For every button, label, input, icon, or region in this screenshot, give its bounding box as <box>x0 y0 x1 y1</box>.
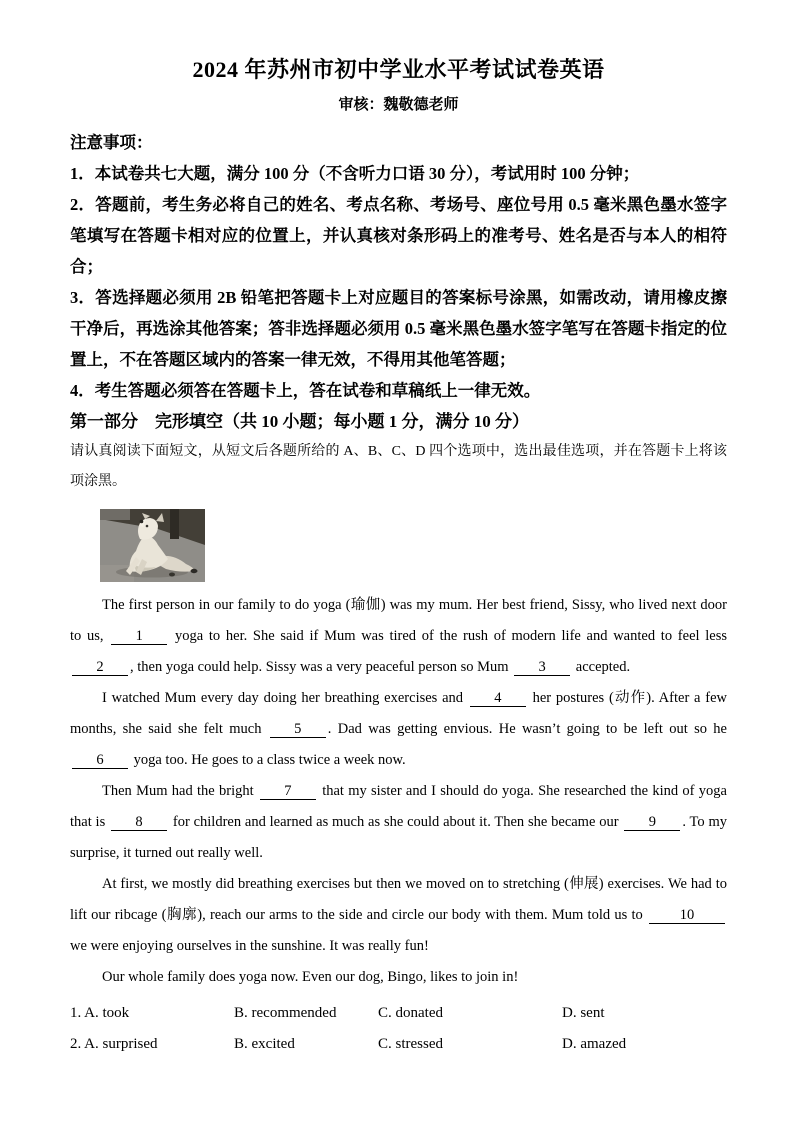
section-heading: 第一部分 完形填空（共 10 小题；每小题 1 分，满分 10 分） <box>70 412 529 431</box>
dog-eye <box>146 525 149 528</box>
notice-item: 1．本试卷共七大题，满分 100 分（不含听力口语 30 分），考试用时 100 分钟； <box>70 164 640 183</box>
option-cell: D. amazed <box>562 1036 627 1052</box>
cloze-blank-3: 3 <box>514 660 570 676</box>
option-cell: 1. A. took <box>70 1005 130 1021</box>
cloze-blank-1: 1 <box>111 629 167 645</box>
dog-yoga-photo <box>100 509 205 582</box>
passage-paragraph: Then Mum had the bright 7 that my sister and I should do yoga. She researched the kind of yoga that is 8 for children and learned as much as she could about it. Then she became our 9 . To my surprise, it turned out really well. <box>70 783 727 861</box>
notice-item: 4．考生答题必须答在答题卡上，答在试卷和草稿纸上一律无效。 <box>70 381 541 400</box>
cloze-blank-8: 8 <box>111 815 167 831</box>
cloze-blank-9: 9 <box>624 815 680 831</box>
passage-paragraph: At first, we mostly did breathing exercises but then we moved on to stretching (伸展) exercises. We had to lift our ribcage (胸廓), reach our arms to the side and circle our body with them. Mum told us to 10 we were enjoying ourselves in the sunshine. It was really fun! <box>70 876 727 954</box>
question-row <box>70 998 727 1029</box>
question-row <box>70 1029 727 1060</box>
cloze-passage <box>70 590 727 993</box>
cloze-blank-7: 7 <box>260 784 316 800</box>
dog-hind-paw <box>191 569 198 573</box>
section-instructions: 请认真阅读下面短文，从短文后各题所给的 A、B、C、D 四个选项中，选出最佳选项，并在答题卡上将该项涂黑。 <box>70 444 727 489</box>
option-cell: C. stressed <box>378 1036 443 1052</box>
notice-list <box>70 158 727 406</box>
cloze-blank-6: 6 <box>72 753 128 769</box>
cloze-blank-4: 4 <box>470 691 526 707</box>
dog-photo-graphic <box>100 509 205 582</box>
page-title: 2024 年苏州市初中学业水平考试试卷英语 <box>192 57 605 82</box>
cloze-blank-5: 5 <box>270 722 326 738</box>
passage-paragraph: Our whole family does yoga now. Even our dog, Bingo, likes to join in! <box>102 969 519 985</box>
option-cell: C. donated <box>378 1005 443 1021</box>
passage-paragraph: The first person in our family to do yoga (瑜伽) was my mum. Her best friend, Sissy, who lived next door to us, 1 yoga to her. She said if Mum was tired of the rush of modern life and wanted to feel less 2 , then yoga could help. Sissy was a very peaceful person so Mum 3 accepted. <box>70 597 728 675</box>
passage-paragraph: I watched Mum every day doing her breathing exercises and 4 her postures (动作). After a few months, she said she felt much 5 . Dad was getting envious. He wasn’t going to be left out so he 6 yoga too. He goes to a class twice a week now. <box>70 690 727 768</box>
dog-hind-paw-2 <box>169 573 175 577</box>
option-cell: B. recommended <box>234 1005 337 1021</box>
notice-heading: 注意事项： <box>70 133 153 152</box>
notice-item: 2．答题前，考生务必将自己的姓名、考点名称、考场号、座位号用 0.5 毫米黑色墨水签字笔填写在答题卡相对应的位置上，并认真核对条形码上的准考号、姓名是否与本人的相符合； <box>70 195 727 276</box>
option-cell: D. sent <box>562 1005 605 1021</box>
dog-nose <box>140 520 144 524</box>
reviewer-line: 审核：魏敬德老师 <box>338 97 459 113</box>
notice-item: 3．答选择题必须用 2B 铅笔把答题卡上对应题目的答案标号涂黑，如需改动，请用橡皮擦干净后，再选涂其他答案；答非选择题必须用 0.5 毫米黑色墨水签字笔写在答题卡指定的位置上，不在答题区域内的答案一律无效，不得用其他笔答题； <box>70 288 727 369</box>
photo-chair-leg <box>170 509 179 539</box>
option-cell: 2. A. surprised <box>70 1036 158 1052</box>
photo-corner-light <box>100 509 130 520</box>
question-options <box>70 998 727 1060</box>
cloze-blank-2: 2 <box>72 660 128 676</box>
option-cell: B. excited <box>234 1036 295 1052</box>
cloze-blank-10: 10 <box>649 908 725 924</box>
